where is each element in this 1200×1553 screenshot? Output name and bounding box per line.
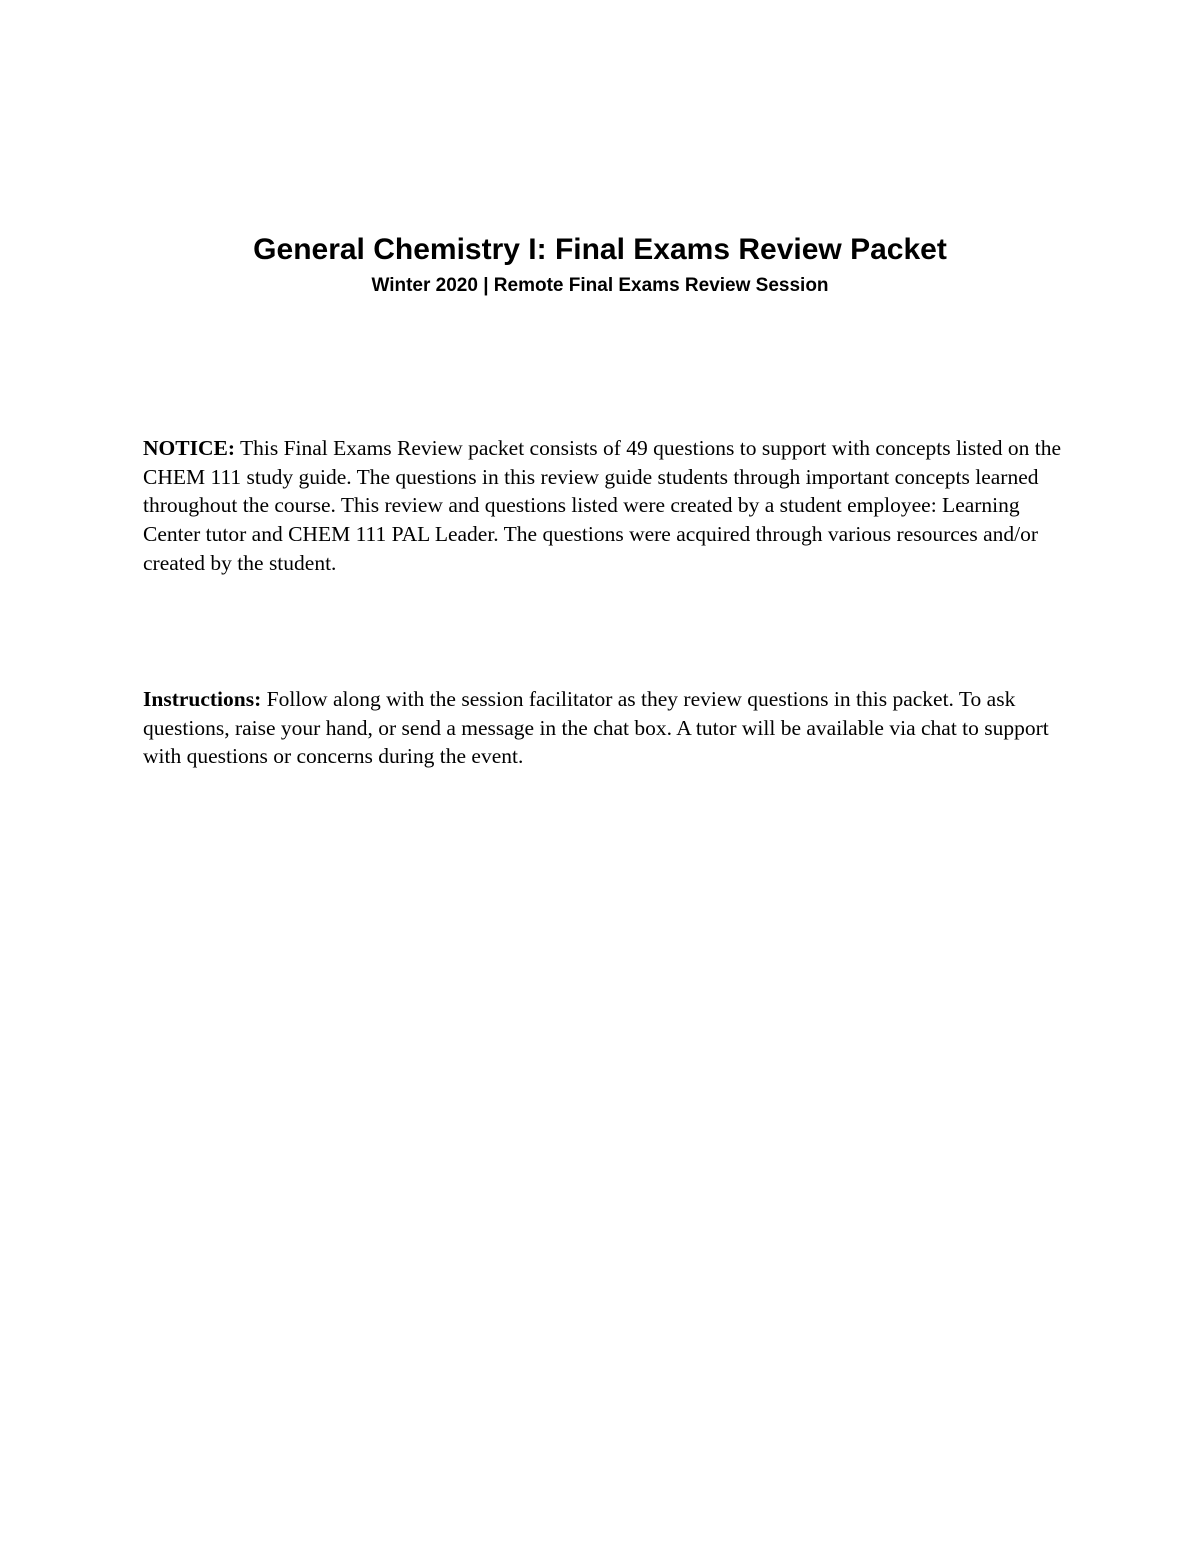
page-subtitle: Winter 2020 | Remote Final Exams Review Session: [371, 275, 829, 296]
notice-text: This Final Exams Review packet consists of 49 questions to support with concepts listed on the CHEM 111 study guide. The questions in this review guide students through important concepts learned throughout the course. This review and questions listed were created by a student employee: Learning Center tutor and CHEM 111 PAL Leader. The questions were acquired through various resources and/or created by the student.: [143, 436, 1062, 575]
instructions-label: Instructions:: [143, 687, 262, 711]
instructions-text: Follow along with the session facilitator as they review questions in this packet. To ask questions, raise your hand, or send a message in the chat box. A tutor will be available via chat to support with questions or concerns during the event.: [143, 687, 1049, 769]
notice-paragraph: [143, 434, 1073, 578]
page-title: General Chemistry I: Final Exams Review Packet: [253, 233, 947, 266]
instructions-paragraph: [143, 685, 1073, 771]
notice-label: NOTICE:: [143, 436, 235, 460]
